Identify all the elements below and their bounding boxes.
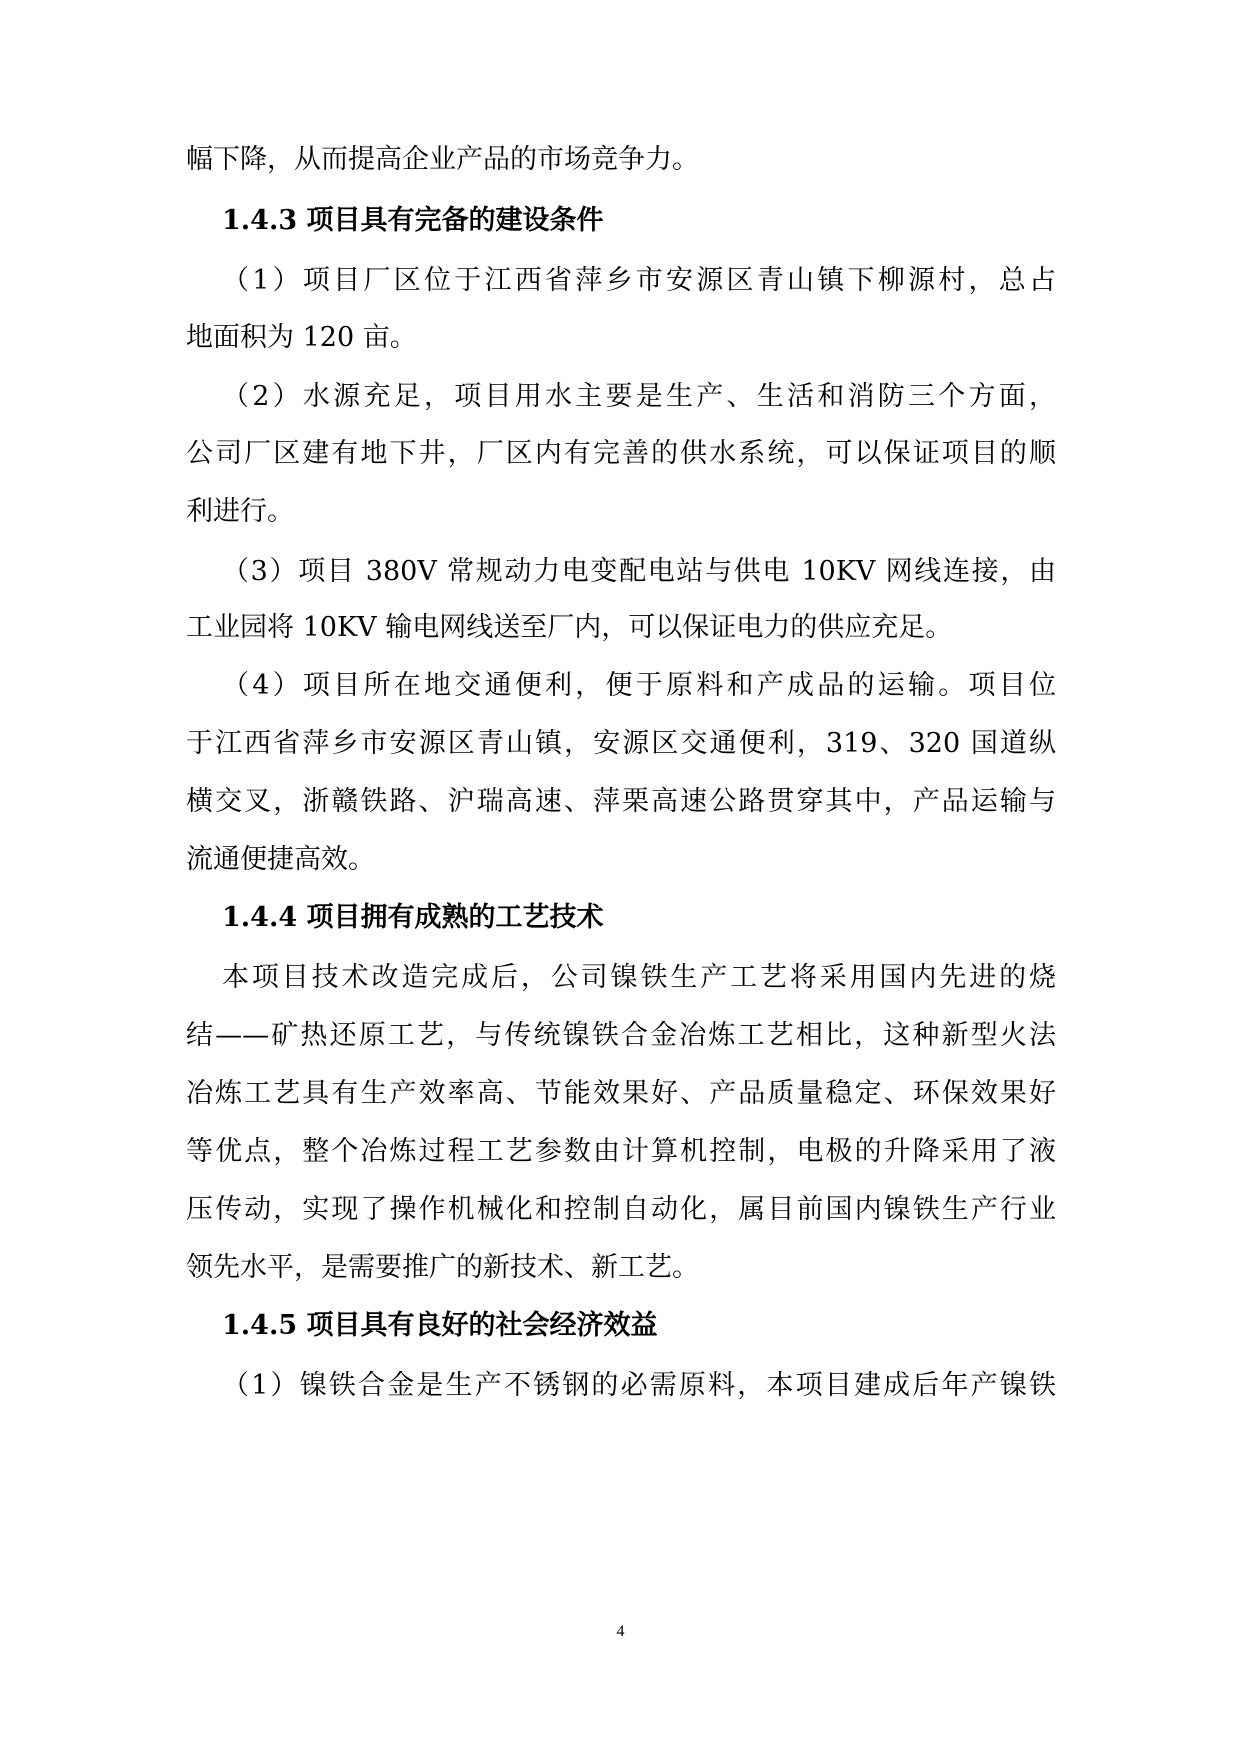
paragraph-line: 本项目技术改造完成后，公司镍铁生产工艺将采用国内先进的烧 xyxy=(222,962,1056,993)
paragraph-line: 流通便捷高效。 xyxy=(186,844,375,875)
section-heading-1-4-5: 1.4.5 项目具有良好的社会经济效益 xyxy=(222,1310,658,1341)
paragraph-line: 结——矿热还原工艺，与传统镍铁合金冶炼工艺相比，这种新型火法 xyxy=(186,1020,1056,1051)
paragraph-line: （2）水源充足，项目用水主要是生产、生活和消防三个方面， xyxy=(222,381,1056,412)
paragraph-line: （1）项目厂区位于江西省萍乡市安源区青山镇下柳源村，总占 xyxy=(222,265,1056,296)
paragraph-line: 利进行。 xyxy=(186,496,294,527)
paragraph-line: 领先水平，是需要推广的新技术、新工艺。 xyxy=(186,1252,699,1283)
continued-paragraph-line: 幅下降，从而提高企业产品的市场竞争力。 xyxy=(186,144,699,175)
paragraph-line: （3）项目 380V 常规动力电变配电站与供电 10KV 网线连接，由 xyxy=(222,556,1056,587)
paragraph-line: 地面积为 120 亩。 xyxy=(186,322,417,353)
paragraph-line: 工业园将 10KV 输电网线送至厂内，可以保证电力的供应充足。 xyxy=(186,612,953,643)
paragraph-line: 于江西省萍乡市安源区青山镇，安源区交通便利，319、320 国道纵 xyxy=(186,728,1056,759)
page-number: 4 xyxy=(616,1623,625,1640)
paragraph-line: （1）镍铁合金是生产不锈钢的必需原料，本项目建成后年产镍铁 xyxy=(222,1370,1056,1401)
paragraph-line: 横交叉，浙赣铁路、沪瑞高速、萍栗高速公路贯穿其中，产品运输与 xyxy=(186,786,1056,817)
section-heading-1-4-4: 1.4.4 项目拥有成熟的工艺技术 xyxy=(222,902,604,933)
paragraph-line: 等优点，整个冶炼过程工艺参数由计算机控制，电极的升降采用了液 xyxy=(186,1136,1056,1167)
paragraph-line: 冶炼工艺具有生产效率高、节能效果好、产品质量稳定、环保效果好 xyxy=(186,1078,1056,1109)
paragraph-line: 压传动，实现了操作机械化和控制自动化，属目前国内镍铁生产行业 xyxy=(186,1194,1056,1225)
paragraph-line: （4）项目所在地交通便利，便于原料和产成品的运输。项目位 xyxy=(222,670,1056,701)
paragraph-line: 公司厂区建有地下井，厂区内有完善的供水系统，可以保证项目的顺 xyxy=(186,438,1056,469)
section-heading-1-4-3: 1.4.3 项目具有完备的建设条件 xyxy=(222,205,604,236)
